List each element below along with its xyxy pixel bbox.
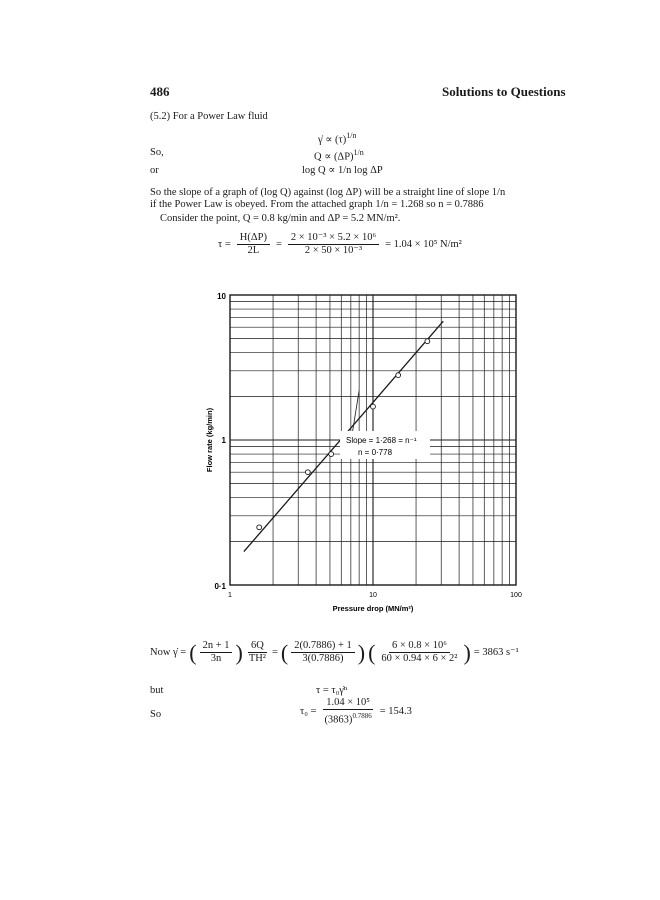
fraction-h-dp-over-2l — [237, 232, 270, 257]
data-point — [396, 373, 401, 378]
fraction-denominator: TH² — [248, 653, 266, 664]
fraction-denominator: 3(0.7886) — [302, 653, 344, 664]
open-paren: ( — [368, 639, 376, 665]
paragraph-line-3: Consider the point, Q = 0.8 kg/min and ΔP = 5.2 MN/m². — [160, 213, 401, 224]
data-point — [257, 525, 262, 530]
y-tick-label-1: 1 — [221, 436, 226, 445]
fraction-denominator: 3n — [210, 653, 222, 664]
equals-sign: = — [271, 647, 278, 658]
fraction-denominator: 2 × 50 × 10⁻³ — [304, 245, 363, 256]
fraction-numeric-q — [378, 640, 460, 665]
gamma-lead: Now γ̇ = — [150, 647, 187, 658]
tau-lhs: τ = — [218, 239, 231, 250]
denominator-base: (3863) — [324, 714, 353, 726]
x-tick-label-1: 1 — [228, 592, 232, 599]
tau0-equation — [300, 697, 412, 727]
fraction-numeric-n — [291, 640, 355, 665]
question-label: (5.2) For a Power Law fluid — [150, 111, 268, 122]
tau0-result: = 154.3 — [379, 706, 412, 718]
row-label-so: So, — [150, 147, 164, 158]
open-paren: ( — [280, 639, 289, 665]
row-label-but: but — [150, 685, 164, 696]
annotation-n: n = 0·778 — [358, 448, 393, 457]
tau0-lhs: τ₀ = — [300, 706, 317, 718]
data-point — [425, 339, 430, 344]
annotation-slope: Slope = 1·268 = n⁻¹ — [346, 436, 417, 445]
flow-rate-chart — [190, 285, 540, 625]
fraction-6q-over-th2 — [246, 640, 269, 665]
chart-svg — [190, 285, 540, 625]
fraction-numeric — [288, 232, 379, 257]
data-point — [329, 452, 334, 457]
running-head: Solutions to Questions — [442, 84, 566, 99]
tau0-fraction — [321, 697, 374, 727]
fraction-numerator: 1.04 × 10⁵ — [323, 697, 373, 710]
x-axis-label: Pressure drop (MN/m²) — [332, 604, 414, 613]
equation-log-q: log Q ∝ 1/n log ΔP — [302, 165, 383, 176]
row-label-or: or — [150, 165, 159, 176]
fraction-numerator: 6 × 0.8 × 10⁶ — [389, 640, 450, 653]
paragraph-line-2: if the Power Law is obeyed. From the attached graph 1/n = 1.268 so n = 0.7886 — [150, 199, 484, 210]
tau-equation — [218, 232, 462, 257]
gamma-dot-equation — [150, 640, 519, 665]
fraction-numerator: H(ΔP) — [237, 232, 270, 245]
close-paren: ) — [357, 639, 366, 665]
y-axis-label: Flow rate (kg/min) — [205, 407, 214, 473]
y-tick-label-0-1: 0·1 — [214, 582, 226, 591]
close-paren: ) — [235, 639, 243, 665]
fraction-numerator: 6Q — [248, 640, 267, 653]
open-paren: ( — [189, 639, 197, 665]
row-label-so-final: So — [150, 709, 162, 720]
denominator-exponent: 0.7886 — [352, 712, 372, 720]
page-number: 486 — [150, 84, 170, 99]
power-law-equation: τ = τ₀γ̇ⁿ — [316, 685, 348, 696]
equation-exponent: 1/n — [353, 148, 364, 157]
equation-q-proportional — [314, 146, 364, 164]
fraction-denominator: 60 × 0.94 × 6 × 2² — [381, 653, 458, 664]
equation-gamma-proportional — [318, 129, 356, 147]
annotation-leader — [352, 390, 359, 435]
equation-body: γ̇ ∝ (τ) — [318, 134, 347, 146]
data-point — [305, 470, 310, 475]
tau-result: = 1.04 × 10⁵ N/m² — [385, 239, 462, 250]
paragraph-line-1: So the slope of a graph of (log Q) against (log ΔP) will be a straight line of slope 1/n — [150, 187, 506, 198]
y-tick-label-10: 10 — [217, 292, 226, 301]
fraction-numerator: 2n + 1 — [200, 640, 233, 653]
equals-sign: = — [275, 239, 282, 250]
fraction-denominator — [321, 710, 374, 727]
fraction-numerator: 2 × 10⁻³ × 5.2 × 10⁶ — [288, 232, 379, 245]
fraction-denominator: 2L — [247, 245, 260, 256]
equation-exponent: 1/n — [346, 131, 357, 140]
fraction-numerator: 2(0.7886) + 1 — [291, 640, 355, 653]
close-paren: ) — [463, 639, 471, 665]
fraction-2n-plus-1-over-3n — [200, 640, 233, 665]
equation-body: Q ∝ (ΔP) — [314, 151, 354, 163]
gamma-result: = 3863 s⁻¹ — [473, 647, 519, 658]
x-tick-label-10: 10 — [369, 592, 377, 599]
data-point — [371, 404, 376, 409]
x-tick-label-100: 100 — [510, 592, 522, 599]
